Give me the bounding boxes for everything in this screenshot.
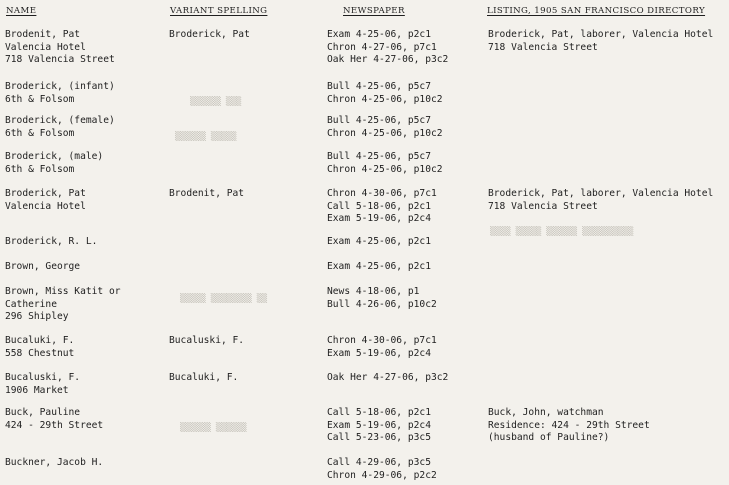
entry-name: Brown, George: [5, 261, 81, 272]
entry-newspaper: Chron 4-30-06, p7c1 Call 5-18-06, p2c1 Exam 5-19-06, p2c4: [327, 188, 437, 225]
entry-name: Broderick, (infant) 6th & Folsom: [5, 81, 115, 105]
header-variant-spelling: VARIANT SPELLING: [170, 6, 268, 16]
entry-newspaper: Bull 4-25-06, p5c7 Chron 4-25-06, p10c2: [327, 115, 443, 139]
entry-name: Bucaluki, F. 558 Chestnut: [5, 335, 75, 359]
entry-newspaper: Exam 4-25-06, p2c1: [327, 261, 431, 272]
entry-newspaper: Exam 4-25-06, p2c1 Chron 4-27-06, p7c1 Oak Her 4-27-06, p3c2: [327, 29, 449, 66]
entry-name: Bucaluski, F. 1906 Market: [5, 372, 81, 396]
entry-name: Buck, Pauline 424 - 29th Street: [5, 407, 104, 431]
entry-newspaper: Bull 4-25-06, p5c7 Chron 4-25-06, p10c2: [327, 151, 443, 175]
entry-newspaper: News 4-18-06, p1 Bull 4-26-06, p10c2: [327, 286, 437, 310]
entry-newspaper: Call 4-29-06, p3c5 Chron 4-29-06, p2c2: [327, 457, 437, 481]
entry-variant: Brodenit, Pat: [169, 188, 245, 199]
bleed-through-mark: ▒▒▒▒▒▒ ▒▒▒▒▒▒: [180, 423, 247, 433]
header-newspaper: NEWSPAPER: [343, 6, 405, 16]
entry-variant: Broderick, Pat: [169, 29, 250, 40]
entry-name: Brodenit, Pat Valencia Hotel 718 Valencia Street: [5, 29, 115, 66]
header-name: NAME: [6, 6, 37, 16]
entry-newspaper: Call 5-18-06, p2c1 Exam 5-19-06, p2c4 Call 5-23-06, p3c5: [327, 407, 431, 444]
entry-variant: Bucaluski, F.: [169, 335, 245, 346]
entry-name: Broderick, Pat Valencia Hotel: [5, 188, 86, 212]
entry-newspaper: Bull 4-25-06, p5c7 Chron 4-25-06, p10c2: [327, 81, 443, 105]
entry-name: Broderick, R. L.: [5, 236, 98, 247]
entry-name: Broderick, (male) 6th & Folsom: [5, 151, 104, 175]
bleed-through-mark: ▒▒▒▒▒ ▒▒▒▒▒▒▒▒ ▒▒: [180, 294, 267, 304]
entry-name: Brown, Miss Katit or Catherine 296 Shipley: [5, 286, 121, 323]
entry-name: Broderick, (female) 6th & Folsom: [5, 115, 115, 139]
entry-newspaper: Chron 4-30-06, p7c1 Exam 5-19-06, p2c4: [327, 335, 437, 359]
entry-name: Buckner, Jacob H.: [5, 457, 104, 468]
entry-variant: Bucaluki, F.: [169, 372, 239, 383]
bleed-through-mark: ▒▒▒▒ ▒▒▒▒▒ ▒▒▒▒▒▒ ▒▒▒▒▒▒▒▒▒▒: [490, 227, 634, 237]
bleed-through-mark: ▒▒▒▒▒▒ ▒▒▒▒▒: [175, 132, 237, 142]
entry-newspaper: Oak Her 4-27-06, p3c2: [327, 372, 449, 383]
header-listing: LISTING, 1905 SAN FRANCISCO DIRECTORY: [487, 6, 706, 16]
entry-listing: Broderick, Pat, laborer, Valencia Hotel 718 Valencia Street: [488, 29, 714, 53]
entry-listing: Buck, John, watchman Residence: 424 - 29th Street (husband of Pauline?): [488, 407, 650, 444]
bleed-through-mark: ▒▒▒▒▒▒ ▒▒▒: [190, 97, 242, 107]
entry-listing: Broderick, Pat, laborer, Valencia Hotel 718 Valencia Street: [488, 188, 714, 212]
entry-newspaper: Exam 4-25-06, p2c1: [327, 236, 431, 247]
